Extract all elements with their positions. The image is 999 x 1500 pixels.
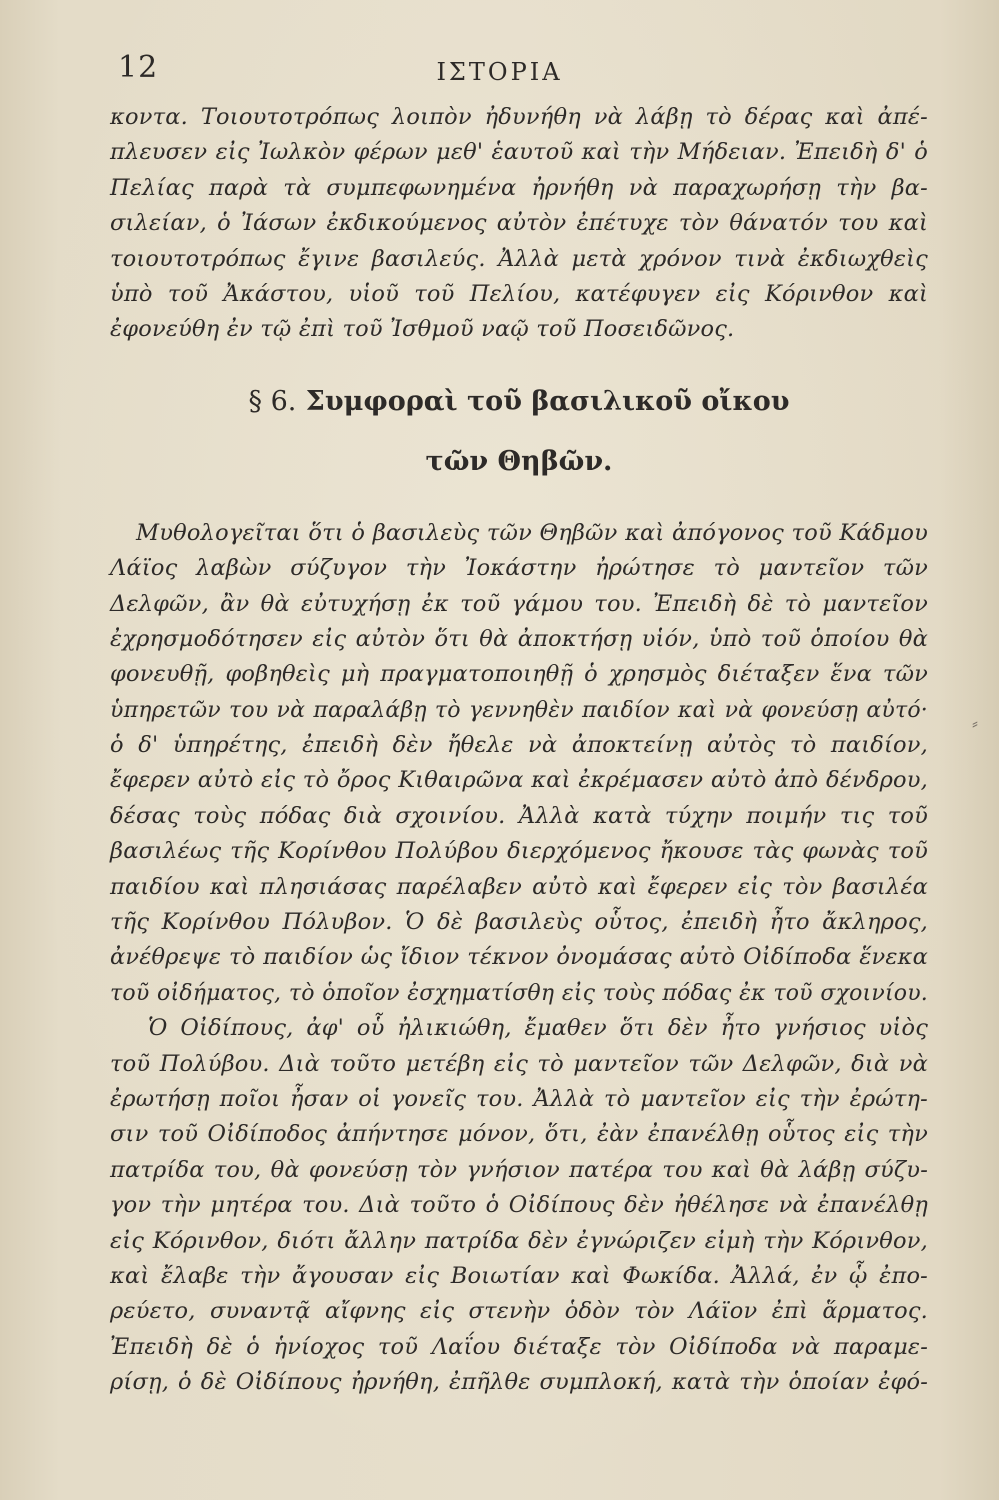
text-line: δέσας τοὺς πόδας διὰ σχοινίου. Ἀλλὰ κατὰ τύχην ποιμήν τις τοῦ [110,802,928,829]
text-line: ὑπὸ τοῦ Ἀκάστου, υἱοῦ τοῦ Πελίου, κατέφυγεν εἰς Κόρινθον καὶ [110,280,928,307]
section-heading-line-1 [110,372,928,432]
text-line: Μυθολογεῖται ὅτι ὁ βασιλεὺς τῶν Θηβῶν καὶ ἀπόγονος τοῦ Κάδμου [136,519,928,546]
text-line: Λάϊος λαβὼν σύζυγον τὴν Ἰοκάστην ἠρώτησε τὸ μαντεῖον τῶν [110,555,928,582]
text-line: ἐρωτήσῃ ποῖοι ἦσαν οἱ γονεῖς του. Ἀλλὰ τὸ μαντεῖον εἰς τὴν ἐρώτη- [110,1085,928,1112]
page-number: 12 [118,50,159,85]
running-head: ΙΣΤΟΡΙΑ [436,58,563,86]
text-line: σιλείαν, ὁ Ἰάσων ἐκδικούμενος αὐτὸν ἐπέτυχε τὸν θάνατόν του καὶ [110,210,928,237]
section-title-part-1: Συμφοραὶ τοῦ βασιλικοῦ οἴκου [305,385,790,417]
text-line: βασιλέως τῆς Κορίνθου Πολύβου διερχόμενος ἤκουσε τὰς φωνὰς τοῦ [110,838,928,865]
section-title-part-2: τῶν Θηβῶν. [425,445,613,477]
text-line: τοῦ Πολύβου. Διὰ τοῦτο μετέβη εἰς τὸ μαντεῖον τῶν Δελφῶν, διὰ νὰ [110,1050,928,1077]
text-line: Ὁ Οἰδίπους, ἀφ' οὗ ἠλικιώθη, ἔμαθεν ὅτι δὲν ἦτο γνήσιος υἱὸς [148,1015,928,1042]
text-line: τοῦ οἰδήματος, τὸ ὁποῖον ἐσχηματίσθη εἰς τοὺς πόδας ἐκ τοῦ σχοινίου. [110,980,928,1006]
body-text [110,100,928,1401]
paragraph-3 [110,1011,928,1400]
text-line: πλευσεν εἰς Ἰωλκὸν φέρων μεθ' ἑαυτοῦ καὶ τὴν Μήδειαν. Ἐπειδὴ δ' ὁ [110,139,928,166]
text-line: ὑπηρετῶν του νὰ παραλάβῃ τὸ γεννηθὲν παιδίον καὶ νὰ φονεύσῃ αὐτό· [110,697,928,723]
text-line: κοντα. Τοιουτοτρόπως λοιπὸν ἠδυνήθη νὰ λάβῃ τὸ δέρας καὶ ἀπέ- [110,104,928,130]
spacer [110,348,928,372]
text-line: σιν τοῦ Οἰδίποδος ἀπήντησε μόνον, ὅτι, ἐὰν ἐπανέλθῃ οὗτος εἰς τὴν [110,1121,928,1148]
section-mark: § 6. [248,385,297,417]
margin-mark: ⸗ [972,713,978,734]
text-line: φονευθῇ, φοβηθεὶς μὴ πραγματοποιηθῇ ὁ χρησμὸς διέταξεν ἕνα τῶν [110,661,928,688]
text-line: ἐφονεύθη ἐν τῷ ἐπὶ τοῦ Ἰσθμοῦ ναῷ τοῦ Ποσειδῶνος. [110,316,735,343]
page-header [0,50,999,100]
text-line: εἰς Κόρινθον, διότι ἄλλην πατρίδα δὲν ἐγνώριζεν εἰμὴ τὴν Κόρινθον, [110,1227,928,1254]
paragraph-2 [110,516,928,1011]
text-line: παιδίου καὶ πλησιάσας παρέλαβεν αὐτὸ καὶ ἔφερεν εἰς τὸν βασιλέα [110,873,928,900]
text-line: Δελφῶν, ἂν θὰ εὐτυχήσῃ ἐκ τοῦ γάμου του. Ἐπειδὴ δὲ τὸ μαντεῖον [110,590,928,617]
text-line: ἔφερεν αὐτὸ εἰς τὸ ὄρος Κιθαιρῶνα καὶ ἐκρέμασεν αὐτὸ ἀπὸ δένδρου, [110,767,928,794]
section-heading [110,372,928,496]
text-line: πατρίδα του, θὰ φονεύσῃ τὸν γνήσιον πατέρα του καὶ θὰ λάβῃ σύζυ- [110,1156,928,1183]
text-line: ρίσῃ, ὁ δὲ Οἰδίπους ἠρνήθη, ἐπῆλθε συμπλοκή, κατὰ τὴν ὁποίαν ἐφό- [110,1369,928,1396]
text-line: ὁ δ' ὑπηρέτης, ἐπειδὴ δὲν ἤθελε νὰ ἀποκτείνῃ αὐτὸς τὸ παιδίον, [110,732,928,759]
text-line: Πελίας παρὰ τὰ συμπεφωνημένα ἠρνήθη νὰ παραχωρήσῃ τὴν βα- [110,174,928,201]
text-line: ἀνέθρεψε τὸ παιδίον ὡς ἴδιον τέκνον ὀνομάσας αὐτὸ Οἰδίποδα ἕνεκα [110,944,928,971]
text-line: ρεύετο, συναντᾷ αἴφνης εἰς στενὴν ὁδὸν τὸν Λάϊον ἐπὶ ἅρματος. [110,1298,928,1325]
text-line: τοιουτοτρόπως ἔγινε βασιλεύς. Ἀλλὰ μετὰ χρόνον τινὰ ἐκδιωχθεὶς [110,245,928,272]
text-line: ἐχρησμοδότησεν εἰς αὐτὸν ὅτι θὰ ἀποκτήσῃ υἱόν, ὑπὸ τοῦ ὁποίου θὰ [110,625,928,652]
text-line: γον τὴν μητέρα του. Διὰ τοῦτο ὁ Οἰδίπους δὲν ἠθέλησε νὰ ἐπανέλθῃ [110,1192,928,1219]
paragraph-1 [110,100,928,348]
text-line: καὶ ἔλαβε τὴν ἄγουσαν εἰς Βοιωτίαν καὶ Φωκίδα. Ἀλλά, ἐν ᾧ ἐπο- [110,1262,928,1289]
text-line: τῆς Κορίνθου Πόλυβον. Ὁ δὲ βασιλεὺς οὗτος, ἐπειδὴ ἦτο ἄκληρος, [110,909,928,936]
spacer [110,496,928,516]
text-line: Ἐπειδὴ δὲ ὁ ἡνίοχος τοῦ Λαΐου διέταξε τὸν Οἰδίποδα νὰ παραμε- [110,1333,928,1360]
